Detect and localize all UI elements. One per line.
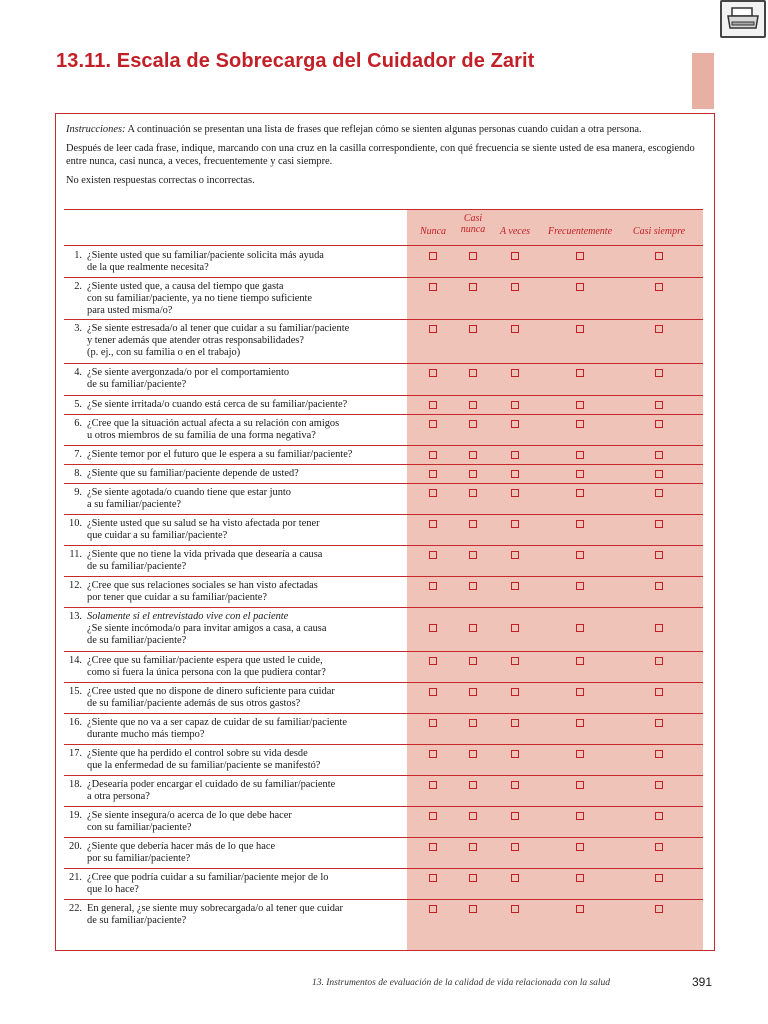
question-row — [64, 483, 703, 514]
answer-checkbox-4[interactable] — [576, 489, 584, 497]
answer-checkbox-3[interactable] — [511, 812, 519, 820]
question-text — [87, 611, 407, 647]
answer-checkbox-1[interactable] — [429, 750, 437, 758]
answer-checkbox-3[interactable] — [511, 688, 519, 696]
question-line: ¿Siente que no va a ser capaz de cuidar de su familiar/paciente — [87, 717, 347, 728]
answer-checkbox-2[interactable] — [469, 843, 477, 851]
question-number: 20. — [69, 841, 82, 852]
answer-checkbox-1[interactable] — [429, 283, 437, 291]
answer-checkbox-5[interactable] — [655, 283, 663, 291]
answer-checkbox-4[interactable] — [576, 325, 584, 333]
question-number: 15. — [69, 686, 82, 697]
answer-checkbox-4[interactable] — [576, 520, 584, 528]
question-line: ¿Cree que podría cuidar a su familiar/paciente mejor de lo — [87, 872, 329, 883]
question-text — [87, 580, 407, 604]
answer-checkbox-5[interactable] — [655, 750, 663, 758]
question-line: (p. ej., con su familia o en el trabajo) — [87, 347, 241, 358]
question-number: 13. — [69, 611, 82, 622]
question-row — [64, 545, 703, 576]
answer-checkbox-2[interactable] — [469, 719, 477, 727]
answer-checkbox-2[interactable] — [469, 420, 477, 428]
question-line: de su familiar/paciente? — [87, 915, 187, 926]
answer-checkbox-1[interactable] — [429, 905, 437, 913]
question-line: a otra persona? — [87, 791, 150, 802]
answer-checkbox-4[interactable] — [576, 401, 584, 409]
answer-checkbox-4[interactable] — [576, 719, 584, 727]
answer-checkbox-2[interactable] — [469, 283, 477, 291]
question-text — [87, 903, 407, 927]
answer-checkbox-2[interactable] — [469, 551, 477, 559]
column-header-4: Frecuentemente — [547, 226, 613, 237]
question-row — [64, 806, 703, 837]
question-text — [87, 655, 407, 679]
answer-checkbox-3[interactable] — [511, 470, 519, 478]
question-line: u otros miembros de su familia de una forma negativa? — [87, 430, 316, 441]
question-line: de su familiar/paciente? — [87, 561, 187, 572]
answer-checkbox-5[interactable] — [655, 905, 663, 913]
question-text — [87, 748, 407, 772]
question-number: 2. — [74, 281, 82, 292]
answer-checkbox-4[interactable] — [576, 470, 584, 478]
question-line: ¿Siente usted que su salud se ha visto afectada por tener — [87, 518, 320, 529]
question-line: y tener además que atender otras responsabilidades? — [87, 335, 304, 346]
question-number: 10. — [69, 518, 82, 529]
answer-checkbox-1[interactable] — [429, 781, 437, 789]
print-button[interactable] — [720, 0, 766, 38]
answer-checkbox-3[interactable] — [511, 874, 519, 882]
answer-checkbox-4[interactable] — [576, 812, 584, 820]
question-line: con su familiar/paciente, ya no tiene tiempo suficiente — [87, 293, 313, 304]
answer-checkbox-3[interactable] — [511, 489, 519, 497]
question-row — [64, 319, 703, 363]
printer-icon — [726, 6, 760, 32]
question-line: ¿Se siente estresada/o al tener que cuidar a su familiar/paciente — [87, 323, 350, 334]
question-text — [87, 399, 407, 411]
question-row — [64, 464, 703, 483]
question-row — [64, 414, 703, 445]
question-row — [64, 713, 703, 744]
question-row — [64, 514, 703, 545]
question-line: ¿Se siente incómoda/o para invitar amigos a casa, a causa — [87, 623, 327, 634]
question-line: ¿Cree que la situación actual afecta a su relación con amigos — [87, 418, 340, 429]
answer-checkbox-5[interactable] — [655, 325, 663, 333]
answer-checkbox-1[interactable] — [429, 657, 437, 665]
answer-checkbox-3[interactable] — [511, 781, 519, 789]
question-number: 5. — [74, 399, 82, 410]
question-line: ¿Siente temor por el futuro que le espera a su familiar/paciente? — [87, 449, 353, 460]
answer-checkbox-2[interactable] — [469, 520, 477, 528]
answer-checkbox-2[interactable] — [469, 489, 477, 497]
answer-checkbox-4[interactable] — [576, 283, 584, 291]
answer-checkbox-5[interactable] — [655, 369, 663, 377]
answer-checkbox-2[interactable] — [469, 781, 477, 789]
answer-checkbox-2[interactable] — [469, 624, 477, 632]
answer-checkbox-4[interactable] — [576, 551, 584, 559]
answer-checkbox-1[interactable] — [429, 520, 437, 528]
question-number: 14. — [69, 655, 82, 666]
question-text — [87, 449, 407, 461]
question-line: ¿Se siente insegura/o acerca de lo que debe hacer — [87, 810, 292, 821]
answer-checkbox-4[interactable] — [576, 451, 584, 459]
question-line: ¿Siente usted que su familiar/paciente solicita más ayuda — [87, 250, 324, 261]
answer-checkbox-3[interactable] — [511, 551, 519, 559]
question-row — [64, 868, 703, 899]
question-text — [87, 686, 407, 710]
question-row — [64, 607, 703, 651]
question-text — [87, 281, 407, 317]
answer-checkbox-1[interactable] — [429, 489, 437, 497]
answer-checkbox-2[interactable] — [469, 688, 477, 696]
answer-checkbox-1[interactable] — [429, 420, 437, 428]
answer-checkbox-5[interactable] — [655, 451, 663, 459]
question-line: de su familiar/paciente además de sus otros gastos? — [87, 698, 301, 709]
question-number: 9. — [74, 487, 82, 498]
answer-checkbox-1[interactable] — [429, 843, 437, 851]
question-row — [64, 899, 703, 930]
question-line: a su familiar/paciente? — [87, 499, 182, 510]
question-text — [87, 367, 407, 391]
question-number: 4. — [74, 367, 82, 378]
question-line: ¿Cree que sus relaciones sociales se han visto afectadas — [87, 580, 318, 591]
question-line: En general, ¿se siente muy sobrecargada/o al tener que cuidar — [87, 903, 343, 914]
question-line: ¿Cree usted que no dispone de dinero suficiente para cuidar — [87, 686, 335, 697]
question-row — [64, 246, 703, 277]
question-text — [87, 250, 407, 274]
answer-checkbox-5[interactable] — [655, 688, 663, 696]
question-number: 19. — [69, 810, 82, 821]
answer-checkbox-2[interactable] — [469, 252, 477, 260]
question-number: 11. — [69, 549, 82, 560]
answer-checkbox-3[interactable] — [511, 624, 519, 632]
question-row — [64, 576, 703, 607]
table-top-border — [64, 209, 703, 210]
answer-checkbox-1[interactable] — [429, 325, 437, 333]
question-line: de la que realmente necesita? — [87, 262, 209, 273]
answer-checkbox-3[interactable] — [511, 283, 519, 291]
question-line: ¿Cree que su familiar/paciente espera que usted le cuide, — [87, 655, 323, 666]
question-row — [64, 682, 703, 713]
instructions-p2: Después de leer cada frase, indique, marcando con una cruz en la casilla correspondiente, con qué frecuencia se siente usted de esa manera, escogiendo entre nunca, casi nunca, a veces, frecuentemente y casi siempre. — [66, 143, 695, 167]
answer-checkbox-4[interactable] — [576, 750, 584, 758]
answer-checkbox-2[interactable] — [469, 369, 477, 377]
answer-checkbox-2[interactable] — [469, 582, 477, 590]
answer-checkbox-2[interactable] — [469, 325, 477, 333]
question-line: por su familiar/paciente? — [87, 853, 191, 864]
question-text — [87, 810, 407, 834]
answer-checkbox-2[interactable] — [469, 401, 477, 409]
question-line: ¿Siente que no tiene la vida privada que desearía a causa — [87, 549, 323, 560]
answer-checkbox-5[interactable] — [655, 624, 663, 632]
answer-checkbox-5[interactable] — [655, 657, 663, 665]
answer-checkbox-2[interactable] — [469, 750, 477, 758]
answer-checkbox-5[interactable] — [655, 719, 663, 727]
question-line: ¿Siente que debería hacer más de lo que hace — [87, 841, 276, 852]
answer-checkbox-2[interactable] — [469, 905, 477, 913]
question-number: 7. — [74, 449, 82, 460]
instructions-p1: A continuación se presentan una lista de frases que reflejan cómo se sienten algunas personas cuando cuidan a otra persona. — [125, 124, 642, 135]
answer-checkbox-3[interactable] — [511, 401, 519, 409]
question-line: ¿Siente que su familiar/paciente depende de usted? — [87, 468, 299, 479]
question-number: 6. — [74, 418, 82, 429]
answer-checkbox-2[interactable] — [469, 657, 477, 665]
question-number: 21. — [69, 872, 82, 883]
answer-checkbox-4[interactable] — [576, 624, 584, 632]
questionnaire-table — [64, 209, 703, 950]
question-line: que la enfermedad de su familiar/paciente se manifestó? — [87, 760, 321, 771]
answer-checkbox-1[interactable] — [429, 369, 437, 377]
question-number: 18. — [69, 779, 82, 790]
instructions-label: Instrucciones: — [66, 124, 126, 135]
question-number: 8. — [74, 468, 82, 479]
question-line: por tener que cuidar a su familiar/paciente? — [87, 592, 268, 603]
answer-checkbox-4[interactable] — [576, 781, 584, 789]
question-number: 12. — [69, 580, 82, 591]
answer-checkbox-5[interactable] — [655, 252, 663, 260]
question-line: ¿Se siente agotada/o cuando tiene que estar junto — [87, 487, 291, 498]
answer-checkbox-5[interactable] — [655, 401, 663, 409]
question-line: que lo hace? — [87, 884, 139, 895]
answer-checkbox-1[interactable] — [429, 874, 437, 882]
answer-checkbox-3[interactable] — [511, 369, 519, 377]
answer-checkbox-4[interactable] — [576, 252, 584, 260]
question-number: 17. — [69, 748, 82, 759]
question-text — [87, 779, 407, 803]
answer-checkbox-5[interactable] — [655, 520, 663, 528]
side-tab-marker — [692, 53, 714, 109]
answer-checkbox-1[interactable] — [429, 401, 437, 409]
answer-checkbox-1[interactable] — [429, 451, 437, 459]
question-line: ¿Se siente irritada/o cuando está cerca de su familiar/paciente? — [87, 399, 348, 410]
answer-checkbox-4[interactable] — [576, 874, 584, 882]
answer-checkbox-1[interactable] — [429, 470, 437, 478]
answer-checkbox-5[interactable] — [655, 582, 663, 590]
question-row — [64, 363, 703, 395]
answer-checkbox-5[interactable] — [655, 489, 663, 497]
instructions-intro — [66, 123, 706, 136]
answer-checkbox-2[interactable] — [469, 874, 477, 882]
answer-checkbox-4[interactable] — [576, 420, 584, 428]
page-title: 13.11. Escala de Sobrecarga del Cuidador de Zarit — [56, 50, 535, 72]
answer-checkbox-5[interactable] — [655, 551, 663, 559]
answer-checkbox-5[interactable] — [655, 420, 663, 428]
answer-checkbox-3[interactable] — [511, 582, 519, 590]
question-text — [87, 323, 407, 359]
question-line: de su familiar/paciente? — [87, 379, 187, 390]
question-text — [87, 518, 407, 542]
answer-checkbox-3[interactable] — [511, 252, 519, 260]
page-number: 391 — [692, 975, 713, 989]
question-text — [87, 418, 407, 442]
answer-checkbox-5[interactable] — [655, 812, 663, 820]
answer-checkbox-2[interactable] — [469, 812, 477, 820]
question-line: ¿Siente que ha perdido el control sobre su vida desde — [87, 748, 308, 759]
question-line: como si fuera la única persona con la que pudiera contar? — [87, 667, 326, 678]
question-row — [64, 651, 703, 682]
answer-checkbox-5[interactable] — [655, 781, 663, 789]
answer-checkbox-4[interactable] — [576, 369, 584, 377]
question-number: 16. — [69, 717, 82, 728]
question-line: durante mucho más tiempo? — [87, 729, 205, 740]
answer-checkbox-1[interactable] — [429, 624, 437, 632]
question-text — [87, 872, 407, 896]
answer-checkbox-4[interactable] — [576, 843, 584, 851]
question-line: ¿Siente usted que, a causa del tiempo que gasta — [87, 281, 284, 292]
question-line: ¿Desearía poder encargar el cuidado de su familiar/paciente — [87, 779, 336, 790]
answer-checkbox-5[interactable] — [655, 874, 663, 882]
question-number: 22. — [69, 903, 82, 914]
answer-checkbox-4[interactable] — [576, 582, 584, 590]
question-text — [87, 487, 407, 511]
question-row — [64, 744, 703, 775]
answer-checkbox-5[interactable] — [655, 843, 663, 851]
column-header-1: Nunca — [419, 226, 447, 237]
question-row — [64, 445, 703, 464]
question-note: Solamente si el entrevistado vive con el paciente — [87, 611, 289, 622]
question-line: para usted misma/o? — [87, 305, 173, 316]
answer-checkbox-3[interactable] — [511, 520, 519, 528]
answer-checkbox-4[interactable] — [576, 657, 584, 665]
question-line: que cuidar a su familiar/paciente? — [87, 530, 228, 541]
answer-checkbox-3[interactable] — [511, 451, 519, 459]
question-line: de su familiar/paciente? — [87, 635, 187, 646]
answer-checkbox-4[interactable] — [576, 688, 584, 696]
answer-checkbox-1[interactable] — [429, 551, 437, 559]
answer-checkbox-3[interactable] — [511, 420, 519, 428]
answer-checkbox-1[interactable] — [429, 812, 437, 820]
column-header-2: Casi nunca — [460, 213, 486, 235]
question-row — [64, 837, 703, 868]
answer-checkbox-1[interactable] — [429, 582, 437, 590]
question-row — [64, 395, 703, 414]
answer-checkbox-3[interactable] — [511, 325, 519, 333]
answer-checkbox-2[interactable] — [469, 451, 477, 459]
question-number: 3. — [74, 323, 82, 334]
answer-checkbox-3[interactable] — [511, 843, 519, 851]
footer-text: 13. Instrumentos de evaluación de la calidad de vida relacionada con la salud — [312, 978, 611, 988]
answer-checkbox-5[interactable] — [655, 470, 663, 478]
question-text — [87, 549, 407, 573]
question-line: ¿Se siente avergonzada/o por el comportamiento — [87, 367, 290, 378]
column-header-5: Casi siempre — [632, 226, 686, 237]
answer-checkbox-4[interactable] — [576, 905, 584, 913]
answer-checkbox-1[interactable] — [429, 719, 437, 727]
question-row — [64, 277, 703, 319]
column-header-3: A veces — [499, 226, 531, 237]
instructions-p3: No existen respuestas correctas o incorrectas. — [66, 175, 255, 186]
answer-checkbox-3[interactable] — [511, 657, 519, 665]
answer-checkbox-3[interactable] — [511, 719, 519, 727]
question-line: con su familiar/paciente? — [87, 822, 192, 833]
answer-checkbox-3[interactable] — [511, 750, 519, 758]
question-row — [64, 775, 703, 806]
question-number: 1. — [74, 250, 82, 261]
answer-checkbox-1[interactable] — [429, 688, 437, 696]
question-text — [87, 717, 407, 741]
question-text — [87, 468, 407, 480]
answer-checkbox-1[interactable] — [429, 252, 437, 260]
answer-checkbox-3[interactable] — [511, 905, 519, 913]
answer-checkbox-2[interactable] — [469, 470, 477, 478]
question-text — [87, 841, 407, 865]
instructions — [66, 123, 706, 193]
